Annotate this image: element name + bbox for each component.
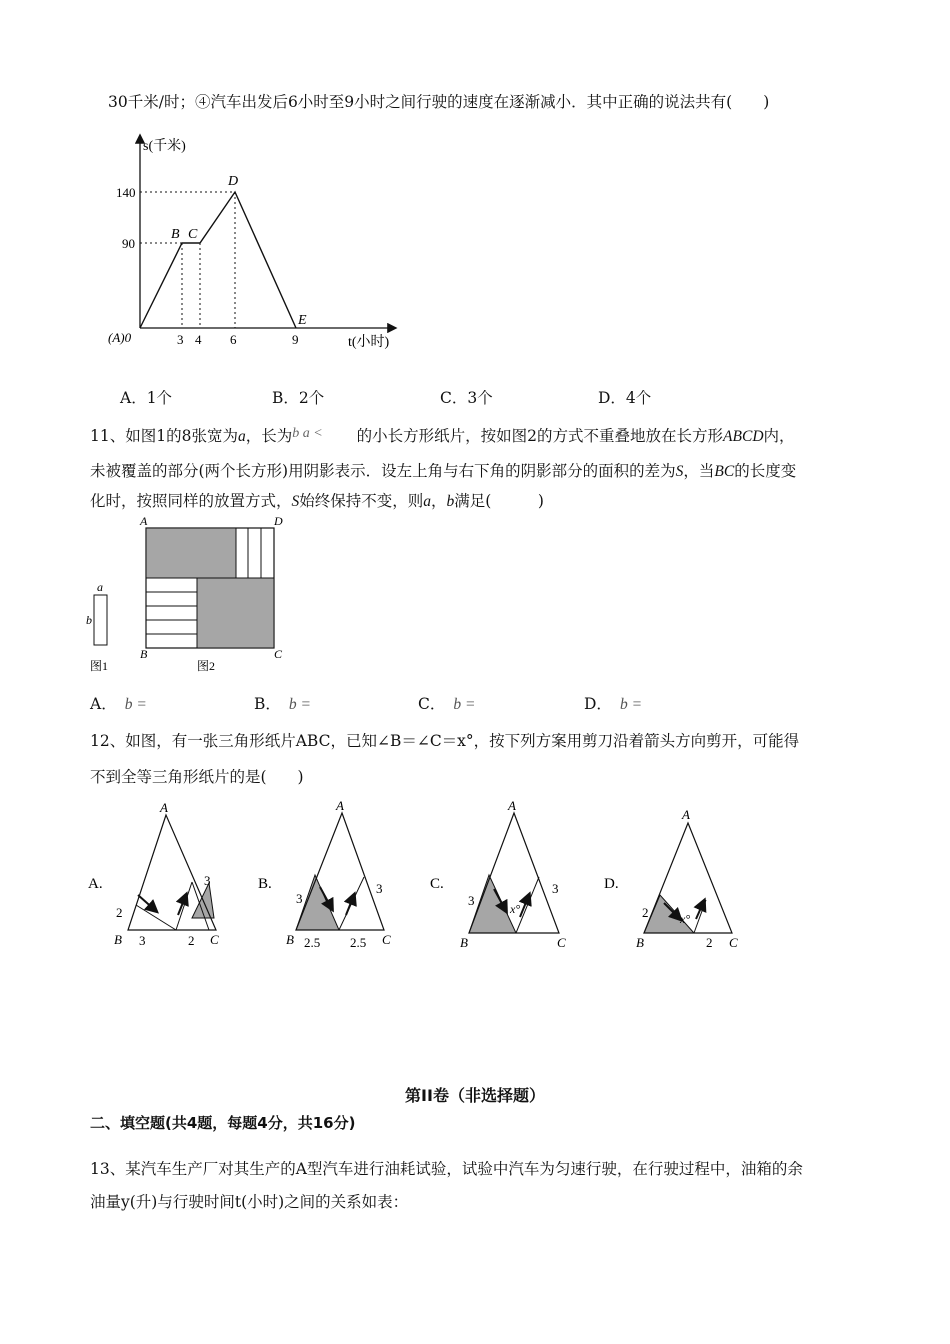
q11-line1-b: ，长为 <box>245 427 293 445</box>
fig-a-option: A. <box>88 876 103 892</box>
q10-option-c[interactable]: C．3个 <box>440 389 493 407</box>
q11-line3-b: 始终保持不变，则 <box>299 492 424 510</box>
distance-time-graph <box>100 128 410 358</box>
x-tick-6: 6 <box>230 332 237 347</box>
travel-path <box>140 192 296 328</box>
q10-option-b[interactable]: B．2个 <box>272 389 325 407</box>
q10-text: 30千米/时；④汽车出发后6小时至9小时之间行驶的速度在逐渐减小．其中正确的说法共有( ) <box>108 93 770 111</box>
fig2-caption: 图2 <box>197 659 216 673</box>
figure-option-a[interactable] <box>88 800 219 948</box>
y-axis-label: s(千米) <box>143 139 186 154</box>
q12-figures <box>84 795 764 955</box>
fig-c-option: C. <box>430 876 444 892</box>
small-rectangle <box>94 595 107 645</box>
fig-b-bottom1: 2.5 <box>304 935 321 950</box>
q12-line2: 不到全等三角形纸片的是( ) <box>90 768 304 786</box>
y-tick-90: 90 <box>122 236 135 251</box>
point-B: B <box>171 227 180 242</box>
x-tick-4: 4 <box>195 332 202 347</box>
q11-line1-a: 11、如图1的8张宽为 <box>90 427 238 445</box>
fig-b-vertex-C: C <box>382 932 391 947</box>
formula-snippet: b a < <box>292 426 323 441</box>
corner-C: C <box>274 647 283 661</box>
q11-line3-a: 化时，按照同样的放置方式， <box>90 492 292 510</box>
q11-option-a-letter: A． <box>90 695 117 713</box>
fig-a-bottom1: 3 <box>139 933 146 948</box>
var-a: a <box>237 428 246 445</box>
corner-A: A <box>140 514 148 528</box>
point-C: C <box>188 227 198 242</box>
seg-BC: BC <box>714 463 735 480</box>
point-D: D <box>228 174 239 189</box>
fig-b-right: 3 <box>376 881 383 896</box>
x-tick-3: 3 <box>177 332 184 347</box>
fig-c-arrow <box>520 895 529 917</box>
fig-b-bottom2: 2.5 <box>350 935 367 950</box>
q11-option-c-letter: C． <box>418 695 446 713</box>
fig-a-right: 3 <box>204 873 211 888</box>
q11-line1-d: 内， <box>763 427 795 445</box>
rect-name: ABCD <box>723 428 764 445</box>
q11-option-c[interactable] <box>418 692 475 714</box>
fig-d-bottom: 2 <box>706 935 713 950</box>
q11-option-d-formula: b = <box>619 696 643 713</box>
q11-line1 <box>90 424 795 446</box>
q11-option-b-letter: B． <box>254 695 281 713</box>
q13-line2: 油量y(升)与行驶时间t(小时)之间的关系如表： <box>90 1193 409 1211</box>
q11-option-d[interactable] <box>584 692 642 714</box>
q10-option-a[interactable]: A．1个 <box>120 389 173 407</box>
fig-d-vertex-C: C <box>729 935 738 950</box>
corner-B: B <box>140 647 148 661</box>
fig-c-shade <box>469 875 516 933</box>
q11-option-a[interactable] <box>90 692 147 714</box>
fig-d-option: D. <box>604 876 619 892</box>
var-S: S <box>675 463 684 480</box>
fig-b-left: 3 <box>296 891 303 906</box>
var-b: b <box>446 493 455 510</box>
q11-line1-c: 的小长方形纸片，按如图2的方式不重叠地放在长方形 <box>356 427 724 445</box>
fig1-side-b: b <box>86 613 92 627</box>
fig-a-vertex-C: C <box>210 932 219 947</box>
q11-line3 <box>90 489 544 511</box>
fig-c-right: 3 <box>552 881 559 896</box>
fig-c-vertex-C: C <box>557 935 566 950</box>
fig1-caption: 图1 <box>90 659 109 673</box>
fig-a-cut <box>176 882 192 930</box>
fig-a-bottom2: 2 <box>188 933 195 948</box>
fig-d-cut <box>694 900 706 933</box>
q11-option-b-formula: b = <box>288 696 311 713</box>
fig-a-vertex-B: B <box>114 932 122 947</box>
q10-option-d[interactable]: D．4个 <box>598 389 652 407</box>
x-tick-9: 9 <box>292 332 299 347</box>
fig-d-vertex-B: B <box>636 935 644 950</box>
shade-top-left <box>146 528 236 578</box>
q11-line2 <box>90 459 796 481</box>
origin-label: (A)0 <box>108 330 132 345</box>
point-E: E <box>298 313 307 328</box>
fig-b-arrow <box>346 895 354 915</box>
fig-b-vertex-A: A <box>336 798 344 813</box>
q11-line3-c: ， <box>431 492 447 510</box>
fig-b-vertex-B: B <box>286 932 294 947</box>
fig-c-angle: x° <box>510 902 521 916</box>
q11-option-a-formula: b = <box>124 696 147 713</box>
q11-line2-c: 的长度变 <box>734 462 797 480</box>
fig-c-vertex-B: B <box>460 935 468 950</box>
shade-bottom-right <box>197 578 274 648</box>
fig-d-vertex-A: A <box>682 807 690 822</box>
q13-line1: 13、某汽车生产厂对其生产的A型汽车进行油耗试验，试验中汽车为匀速行驶，在行驶过程中，油箱的余 <box>90 1160 803 1178</box>
figure-option-b[interactable] <box>258 798 391 950</box>
var-a-2: a <box>423 493 432 510</box>
section-heading: 二、填空题(共4题，每题4分，共16分) <box>90 1114 356 1132</box>
q11-option-b[interactable] <box>254 692 311 714</box>
fig-a-arrow <box>138 895 156 911</box>
q11-line2-a: 未被覆盖的部分(两个长方形)用阴影表示．设左上角与右下角的阴影部分的面积的差为 <box>90 462 676 480</box>
q11-option-d-letter: D． <box>584 695 612 713</box>
figure-option-d[interactable] <box>604 807 738 950</box>
fig-c-left: 3 <box>468 893 475 908</box>
fig1-side-a: a <box>97 580 103 594</box>
fig-b-option: B. <box>258 876 272 892</box>
q11-line2-b: ，当 <box>683 462 715 480</box>
fig-a-cut <box>136 905 176 930</box>
y-tick-140: 140 <box>116 185 136 200</box>
x-axis-label: t(小时) <box>348 335 390 350</box>
q11-line3-d: 满足( ) <box>454 492 544 510</box>
fig-c-vertex-A: A <box>508 798 516 813</box>
corner-D: D <box>274 514 283 528</box>
q11-option-c-formula: b = <box>453 696 476 713</box>
fig-a-left: 2 <box>116 905 123 920</box>
fig-d-left: 2 <box>642 905 649 920</box>
var-S-2: S <box>291 493 300 510</box>
fig-d-angle: x° <box>680 912 691 926</box>
fig-a-vertex-A: A <box>160 800 168 815</box>
figure-option-c[interactable] <box>430 798 566 950</box>
q12-line1: 12、如图，有一张三角形纸片ABC，已知∠B＝∠C＝x°，按下列方案用剪刀沿着箭头方向剪开，可能得 <box>90 732 800 750</box>
part2-title: 第II卷（非选择题） <box>405 1086 545 1105</box>
q11-figures <box>80 512 300 677</box>
